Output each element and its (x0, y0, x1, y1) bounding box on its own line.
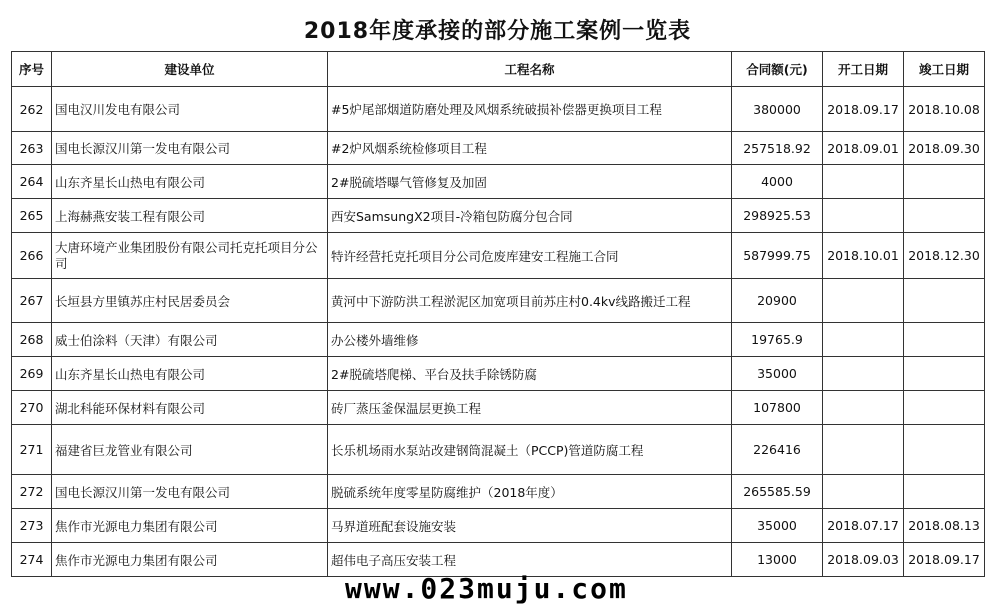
row-project: 特许经营托克托项目分公司危废库建安工程施工合同 (328, 233, 732, 279)
header-project: 工程名称 (328, 52, 732, 87)
row-start-date (823, 323, 904, 357)
row-amount: 298925.53 (732, 199, 823, 233)
row-unit: 湖北科能环保材料有限公司 (52, 391, 328, 425)
header-no: 序号 (12, 52, 52, 87)
table-header-row (12, 52, 985, 87)
row-no: 271 (12, 425, 52, 475)
row-amount: 107800 (732, 391, 823, 425)
row-no: 272 (12, 475, 52, 509)
row-end-date: 2018.09.17 (904, 543, 985, 577)
row-project: 2#脱硫塔爬梯、平台及扶手除锈防腐 (328, 357, 732, 391)
row-start-date: 2018.09.01 (823, 132, 904, 165)
row-end-date (904, 391, 985, 425)
header-end-date: 竣工日期 (904, 52, 985, 87)
row-unit: 上海赫燕安装工程有限公司 (52, 199, 328, 233)
row-project: 砖厂蒸压釜保温层更换工程 (328, 391, 732, 425)
row-project: 办公楼外墙维修 (328, 323, 732, 357)
row-project: #5炉尾部烟道防磨处理及风烟系统破损补偿器更换项目工程 (328, 87, 732, 132)
row-no: 265 (12, 199, 52, 233)
row-unit: 焦作市光源电力集团有限公司 (52, 509, 328, 543)
row-unit: 国电汉川发电有限公司 (52, 87, 328, 132)
row-project: #2炉风烟系统检修项目工程 (328, 132, 732, 165)
header-unit: 建设单位 (52, 52, 328, 87)
row-no: 263 (12, 132, 52, 165)
row-project: 超伟电子高压安装工程 (328, 543, 732, 577)
row-amount: 19765.9 (732, 323, 823, 357)
row-unit: 国电长源汉川第一发电有限公司 (52, 132, 328, 165)
row-amount: 35000 (732, 357, 823, 391)
row-no: 270 (12, 391, 52, 425)
row-no: 274 (12, 543, 52, 577)
table-row (12, 279, 985, 323)
row-unit: 威士伯涂料（天津）有限公司 (52, 323, 328, 357)
row-end-date (904, 165, 985, 199)
row-end-date (904, 357, 985, 391)
row-no: 268 (12, 323, 52, 357)
row-project: 长乐机场雨水泵站改建钢筒混凝土（PCCP)管道防腐工程 (328, 425, 732, 475)
row-project: 西安SamsungX2项目-冷箱包防腐分包合同 (328, 199, 732, 233)
row-amount: 20900 (732, 279, 823, 323)
row-start-date (823, 425, 904, 475)
row-project: 2#脱硫塔曝气管修复及加固 (328, 165, 732, 199)
table-row (12, 132, 985, 165)
row-start-date (823, 165, 904, 199)
page-title: 2018年度承接的部分施工案例一览表 (303, 19, 692, 44)
row-end-date: 2018.09.30 (904, 132, 985, 165)
row-unit: 大唐环境产业集团股份有限公司托克托项目分公司 (52, 233, 328, 279)
row-project: 黄河中下游防洪工程淤泥区加宽项目前苏庄村0.4kv线路搬迁工程 (328, 279, 732, 323)
row-end-date (904, 425, 985, 475)
row-end-date (904, 199, 985, 233)
row-amount: 35000 (732, 509, 823, 543)
row-project: 脱硫系统年度零星防腐维护（2018年度） (328, 475, 732, 509)
row-start-date (823, 199, 904, 233)
table-row (12, 391, 985, 425)
row-start-date: 2018.10.01 (823, 233, 904, 279)
row-unit: 山东齐星长山热电有限公司 (52, 357, 328, 391)
row-end-date (904, 323, 985, 357)
table-row (12, 475, 985, 509)
watermark: www.023muju.com (345, 572, 628, 605)
row-no: 266 (12, 233, 52, 279)
row-start-date (823, 279, 904, 323)
row-end-date: 2018.10.08 (904, 87, 985, 132)
row-end-date (904, 279, 985, 323)
table-row (12, 509, 985, 543)
row-unit: 长垣县方里镇苏庄村民居委员会 (52, 279, 328, 323)
table-row (12, 233, 985, 279)
row-amount: 4000 (732, 165, 823, 199)
table-row (12, 425, 985, 475)
row-amount: 13000 (732, 543, 823, 577)
row-amount: 226416 (732, 425, 823, 475)
row-project: 马界道班配套设施安装 (328, 509, 732, 543)
row-no: 262 (12, 87, 52, 132)
row-end-date: 2018.12.30 (904, 233, 985, 279)
header-start-date: 开工日期 (823, 52, 904, 87)
row-start-date (823, 391, 904, 425)
row-start-date: 2018.09.03 (823, 543, 904, 577)
row-start-date (823, 475, 904, 509)
row-end-date: 2018.08.13 (904, 509, 985, 543)
row-start-date: 2018.07.17 (823, 509, 904, 543)
table-row (12, 357, 985, 391)
table-row (12, 87, 985, 132)
row-amount: 380000 (732, 87, 823, 132)
row-unit: 福建省巨龙管业有限公司 (52, 425, 328, 475)
row-start-date (823, 357, 904, 391)
row-amount: 257518.92 (732, 132, 823, 165)
row-no: 269 (12, 357, 52, 391)
row-amount: 587999.75 (732, 233, 823, 279)
row-no: 264 (12, 165, 52, 199)
row-start-date: 2018.09.17 (823, 87, 904, 132)
case-table (11, 51, 985, 577)
table-row (12, 165, 985, 199)
row-end-date (904, 475, 985, 509)
header-amount: 合同额(元) (732, 52, 823, 87)
row-no: 267 (12, 279, 52, 323)
table-row (12, 199, 985, 233)
row-unit: 焦作市光源电力集团有限公司 (52, 543, 328, 577)
row-amount: 265585.59 (732, 475, 823, 509)
row-unit: 国电长源汉川第一发电有限公司 (52, 475, 328, 509)
row-unit: 山东齐星长山热电有限公司 (52, 165, 328, 199)
row-no: 273 (12, 509, 52, 543)
table-row (12, 323, 985, 357)
